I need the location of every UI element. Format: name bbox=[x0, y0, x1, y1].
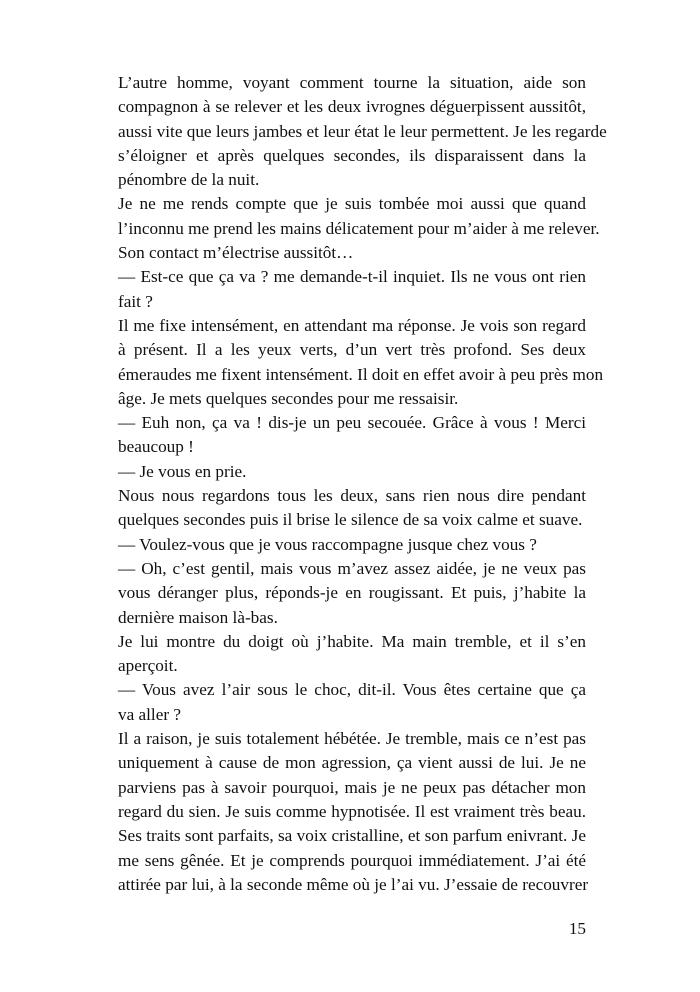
page-number: 15 bbox=[568, 919, 586, 938]
text-line: compagnon à se relever et les deux ivrognes déguerpissent aussitôt, bbox=[118, 97, 586, 117]
body-text bbox=[118, 71, 607, 897]
text-line: Son contact m’électrise aussitôt… bbox=[118, 243, 354, 263]
text-line: pénombre de la nuit. bbox=[118, 170, 260, 190]
text-line: — Vous avez l’air sous le choc, dit-il. Vous êtes certaine que ça bbox=[118, 680, 586, 700]
text-line: L’autre homme, voyant comment tourne la situation, aide son bbox=[118, 73, 586, 92]
text-line: à présent. Il a les yeux verts, d’un vert très profond. Ses deux bbox=[118, 340, 586, 360]
text-line: vous déranger plus, réponds-je en rougissant. Et puis, j’habite la bbox=[118, 583, 586, 603]
text-line: l’inconnu me prend les mains délicatement pour m’aider à me relever. bbox=[118, 218, 600, 238]
text-line: regard du sien. Je suis comme hypnotisée. Il est vraiment très beau. bbox=[118, 801, 586, 821]
text-line: attirée par lui, à la seconde même où je l’ai vu. J’essaie de recouvrer bbox=[118, 874, 589, 894]
text-line: Je ne me rends compte que je suis tombée moi aussi que quand bbox=[118, 194, 586, 214]
text-line: Il a raison, je suis totalement hébétée. Je tremble, mais ce n’est pas bbox=[118, 729, 586, 749]
text-line: parviens pas à savoir pourquoi, mais je ne peux pas détacher mon bbox=[118, 777, 586, 797]
text-line: va aller ? bbox=[118, 704, 181, 724]
text-line: âge. Je mets quelques secondes pour me ressaisir. bbox=[118, 388, 459, 408]
text-line: Nous nous regardons tous les deux, sans rien nous dire pendant bbox=[118, 486, 586, 506]
text-line: dernière maison là-bas. bbox=[118, 607, 278, 627]
text-line: beaucoup ! bbox=[118, 437, 194, 457]
text-line: uniquement à cause de mon agression, ça vient aussi de lui. Je ne bbox=[118, 753, 586, 773]
text-line: — Voulez-vous que je vous raccompagne jusque chez vous ? bbox=[118, 534, 537, 554]
text-line: me sens gênée. Et je comprends pourquoi immédiatement. J’ai été bbox=[118, 850, 586, 870]
text-line: — Oh, c’est gentil, mais vous m’avez assez aidée, je ne veux pas bbox=[118, 558, 586, 578]
text-line: Ses traits sont parfaits, sa voix cristalline, et son parfum enivrant. Je bbox=[118, 826, 586, 846]
text-line: émeraudes me fixent intensément. Il doit en effet avoir à peu près mon bbox=[118, 364, 604, 384]
text-line: fait ? bbox=[118, 291, 153, 311]
text-line: — Est-ce que ça va ? me demande-t-il inquiet. Ils ne vous ont rien bbox=[118, 267, 586, 287]
text-line: — Euh non, ça va ! dis-je un peu secouée. Grâce à vous ! Merci bbox=[118, 413, 586, 433]
text-line: s’éloigner et après quelques secondes, ils disparaissent dans la bbox=[118, 145, 586, 165]
text-line: Il me fixe intensément, en attendant ma réponse. Je vois son regard bbox=[118, 315, 586, 335]
text-line: aussi vite que leurs jambes et leur état le leur permettent. Je les regarde bbox=[118, 121, 607, 141]
text-line: aperçoit. bbox=[118, 656, 178, 676]
text-line: quelques secondes puis il brise le silence de sa voix calme et suave. bbox=[118, 510, 583, 530]
text-line: Je lui montre du doigt où j’habite. Ma main tremble, et il s’en bbox=[118, 631, 586, 651]
text-line: — Je vous en prie. bbox=[118, 461, 247, 481]
